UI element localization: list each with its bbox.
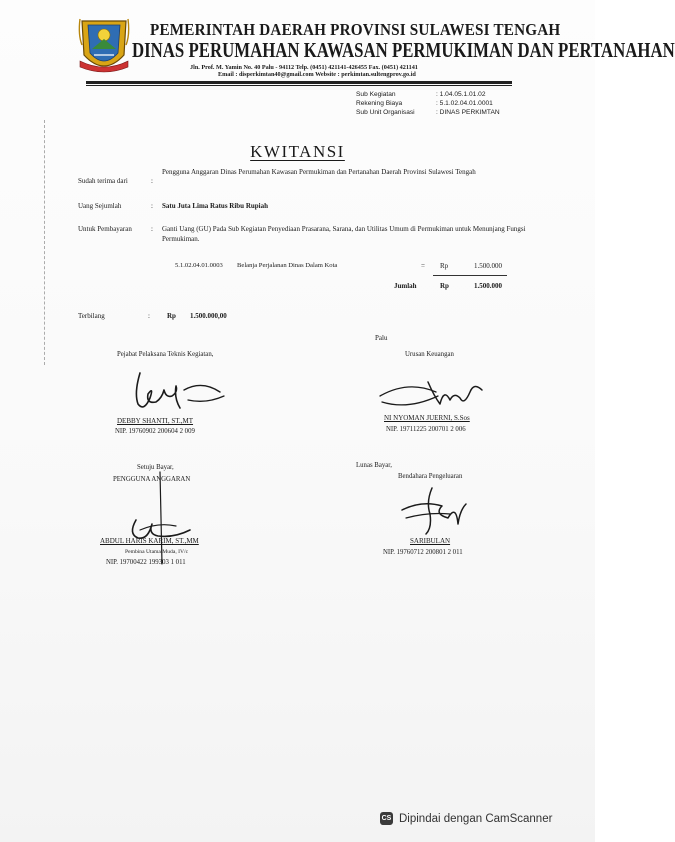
item-amount: 1.500.000	[474, 262, 502, 270]
purpose-colon: :	[151, 225, 153, 233]
bendahara-name: SARIBULAN	[410, 537, 451, 545]
header-rule-thick	[86, 81, 512, 84]
info-value-rekening: : 5.1.02.04.01.0001	[436, 100, 493, 107]
pptk-signature	[128, 368, 228, 418]
amount-words-label: Uang Sejumlah	[78, 202, 122, 210]
government-header: PEMERINTAH DAERAH PROVINSI SULAWESI TENGAH	[150, 20, 561, 39]
info-label-sub-unit: Sub Unit Organisasi	[356, 109, 415, 116]
pptk-nip: NIP. 19760902 200604 2 009	[115, 428, 195, 435]
total-currency: Rp	[440, 282, 449, 290]
total-label: Jumlah	[394, 282, 417, 290]
agency-address: Jln. Prof. M. Yamin No. 40 Palu - 94112 Telp. (0451) 421141-426455 Fax. (0451) 421141	[190, 64, 418, 71]
place: Palu	[375, 334, 388, 342]
terbilang-amount: 1.500.000,00	[190, 312, 227, 320]
keuangan-role: Urusan Keuangan	[405, 351, 454, 358]
item-equals: =	[421, 262, 425, 270]
pptk-name: DEBBY SHANTI, ST.,MT	[117, 417, 194, 425]
sum-rule	[433, 275, 507, 276]
bendahara-paid-text: Lunas Bayar,	[356, 462, 392, 469]
info-value-sub-kegiatan: : 1.04.05.1.01.02	[436, 91, 486, 98]
document-title: KWITANSI	[250, 142, 345, 161]
pa-rank: Pembina Utama Muda, IV/c	[125, 549, 189, 555]
info-label-sub-kegiatan: Sub Kegiatan	[356, 91, 396, 98]
received-from-colon: :	[151, 177, 153, 185]
info-label-rekening: Rekening Biaya	[356, 100, 403, 107]
camscanner-watermark	[380, 812, 552, 825]
terbilang-label: Terbilang	[78, 312, 105, 320]
pa-name: ABDUL HARIS KARIM, ST.,MM	[100, 537, 199, 545]
camscanner-text: Dipindai dengan CamScanner	[399, 812, 553, 825]
bendahara-role: Bendahara Pengeluaran	[398, 473, 463, 480]
keuangan-name: NI NYOMAN JUERNI, S.Sos	[384, 414, 470, 422]
received-from-value: Pengguna Anggaran Dinas Perumahan Kawasan Permukiman dan Pertanahan Daerah Provinsi Sulawesi Tengah	[162, 168, 476, 176]
agency-header: DINAS PERUMAHAN KAWASAN PERMUKIMAN DAN PERTANAHAN	[132, 38, 675, 62]
terbilang-colon: :	[148, 312, 150, 320]
bendahara-signature	[392, 484, 472, 540]
keuangan-signature	[378, 374, 488, 414]
pptk-role: Pejabat Pelaksana Teknis Kegiatan,	[117, 351, 214, 358]
info-value-sub-unit: : DINAS PERKIMTAN	[436, 109, 500, 116]
pa-role: PENGGUNA ANGGARAN	[113, 476, 191, 483]
terbilang-currency: Rp	[167, 312, 176, 320]
pa-approve-text: Setuju Bayar,	[137, 464, 174, 471]
amount-words-colon: :	[151, 202, 153, 210]
provincial-emblem-logo	[78, 15, 130, 77]
bendahara-nip: NIP. 19760712 200801 2 011	[383, 549, 463, 556]
item-account-code: 5.1.02.04.01.0003	[175, 262, 223, 269]
keuangan-nip: NIP. 19711225 200701 2 006	[386, 426, 466, 433]
total-amount: 1.500.000	[474, 282, 502, 290]
received-from-label: Sudah terima dari	[78, 177, 128, 185]
camscanner-icon: CS	[380, 812, 393, 825]
header-rule-thin	[86, 85, 512, 86]
item-currency: Rp	[440, 262, 449, 270]
purpose-label: Untuk Pembayaran	[78, 225, 132, 233]
item-description: Belanja Perjalanan Dinas Dalam Kota	[237, 262, 338, 269]
purpose-value: Ganti Uang (GU) Pada Sub Kegiatan Penyediaan Prasarana, Sarana, dan Utilitas Umum di Permukiman untuk Menunjang Fungsi Permukiman.	[162, 225, 526, 243]
amount-words-value: Satu Juta Lima Ratus Ribu Rupiah	[162, 202, 269, 210]
agency-contact: Email : disperkimtan40@gmail.com Website : perkimtan.sultengprov.go.id	[218, 71, 416, 78]
pa-nip: NIP. 19700422 199303 1 011	[106, 559, 186, 566]
